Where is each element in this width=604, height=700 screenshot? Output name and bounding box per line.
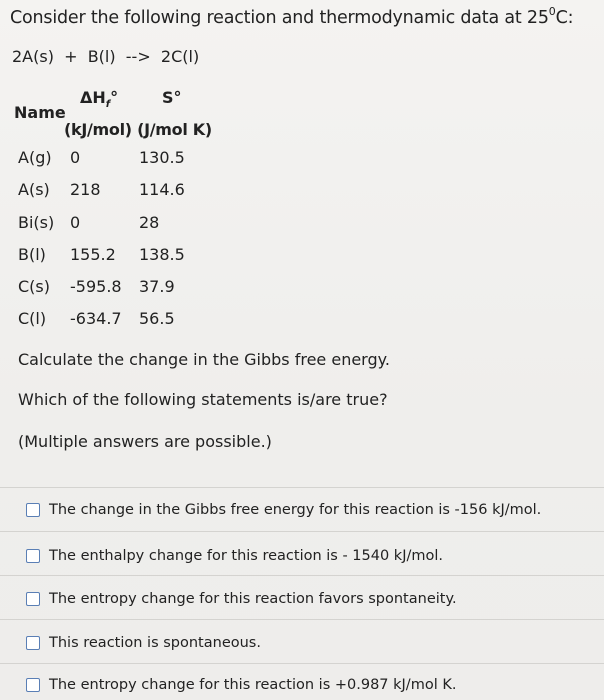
option-label: The change in the Gibbs free energy for this reaction is -156 kJ/mol.	[49, 502, 542, 518]
option-label: This reaction is spontaneous.	[49, 635, 261, 651]
prompt-main: Consider the following reaction and thermodynamic data at 25	[10, 7, 549, 28]
row-entropy: 28	[139, 213, 160, 232]
checkbox[interactable]	[26, 678, 40, 692]
divider	[0, 487, 604, 488]
divider	[0, 531, 604, 532]
table-header-enthalpy	[80, 88, 118, 110]
option-enthalpy-change[interactable]	[26, 548, 443, 564]
row-enthalpy: 0	[70, 148, 81, 167]
row-entropy: 114.6	[139, 180, 185, 199]
prompt-unit: C:	[555, 7, 574, 28]
option-label: The entropy change for this reaction favors spontaneity.	[49, 591, 457, 607]
checkbox[interactable]	[26, 549, 40, 563]
row-entropy: 130.5	[139, 148, 185, 167]
checkbox[interactable]	[26, 503, 40, 517]
option-entropy-change[interactable]	[26, 677, 456, 693]
header-dh-degree: °	[110, 88, 119, 107]
reaction-equation: 2A(s) + B(l) --> 2C(l)	[12, 47, 200, 66]
header-dh-symbol: ΔH	[80, 88, 106, 107]
row-enthalpy: 155.2	[70, 245, 116, 264]
checkbox[interactable]	[26, 592, 40, 606]
row-name: A(g)	[18, 148, 52, 167]
prompt-degree: 0	[548, 5, 556, 18]
row-enthalpy: -634.7	[70, 309, 122, 328]
table-header-name: Name	[14, 103, 66, 122]
question-gibbs: Calculate the change in the Gibbs free energy.	[18, 350, 390, 369]
row-enthalpy: -595.8	[70, 277, 122, 296]
option-label: The entropy change for this reaction is +0.987 kJ/mol K.	[49, 677, 457, 693]
row-entropy: 138.5	[139, 245, 185, 264]
option-spontaneous[interactable]	[26, 635, 261, 651]
row-enthalpy: 218	[70, 180, 101, 199]
row-name: C(l)	[18, 309, 47, 328]
option-gibbs-free-energy[interactable]	[26, 502, 541, 518]
divider	[0, 663, 604, 664]
row-name: A(s)	[18, 180, 50, 199]
row-enthalpy: 0	[70, 213, 81, 232]
option-label: The enthalpy change for this reaction is - 1540 kJ/mol.	[49, 548, 443, 564]
row-name: B(l)	[18, 245, 46, 264]
table-header-units: (kJ/mol) (J/mol K)	[64, 120, 212, 139]
table-header-entropy: S°	[162, 88, 182, 107]
checkbox[interactable]	[26, 636, 40, 650]
question-multiple-note: (Multiple answers are possible.)	[18, 432, 272, 451]
option-entropy-spontaneity[interactable]	[26, 591, 457, 607]
row-name: Bi(s)	[18, 213, 55, 232]
divider	[0, 619, 604, 620]
question-statements: Which of the following statements is/are true?	[18, 390, 388, 409]
divider	[0, 575, 604, 576]
header-dh-sub: f	[105, 99, 111, 111]
row-entropy: 56.5	[139, 309, 175, 328]
row-entropy: 37.9	[139, 277, 175, 296]
row-name: C(s)	[18, 277, 50, 296]
prompt-text	[10, 6, 573, 28]
